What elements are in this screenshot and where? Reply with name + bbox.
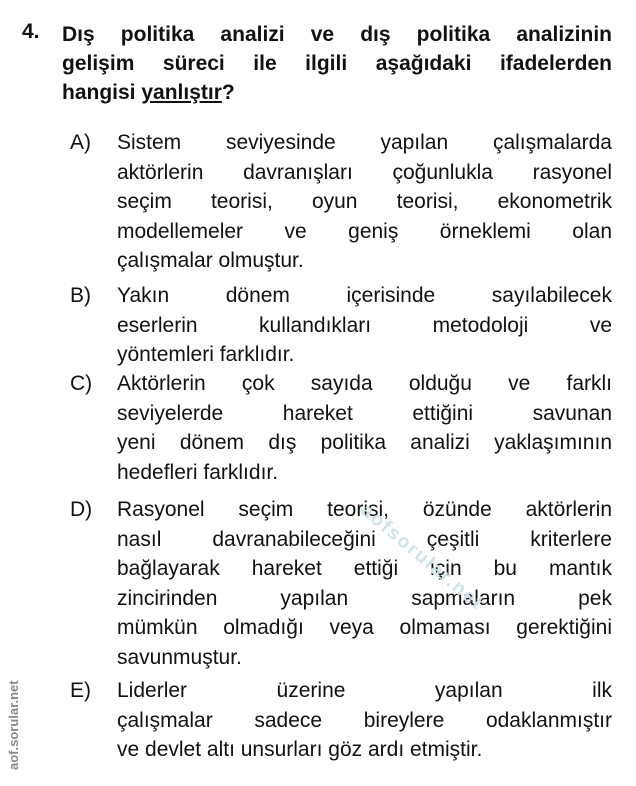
option-line: seçim teorisi, oyun teorisi, ekonometrik	[117, 190, 612, 213]
option-line: seviyelerde hareket ettiğini savunan	[117, 401, 612, 425]
question-number: 4.	[22, 20, 40, 43]
question-line: gelişim süreci ile ilgili aşağıdaki ifadelerden	[62, 52, 612, 75]
option-b[interactable]	[70, 281, 612, 370]
option-line: yöntemleri farklıdır.	[117, 343, 295, 366]
option-line: mümkün olmadığı veya olmaması gerektiğini	[117, 616, 612, 639]
option-line: nasıl davranabileceğini çeşitli kriterlere	[117, 527, 612, 551]
question-line: Dış politika analizi ve dış politika analizinin	[62, 23, 612, 46]
option-text	[117, 281, 612, 370]
question-emphasis: yanlıştır	[141, 81, 222, 104]
option-label: B)	[70, 284, 91, 307]
option-text	[117, 369, 612, 487]
option-line: zincirinden yapılan sapmaların pek	[117, 586, 612, 610]
option-label: C)	[70, 372, 93, 395]
side-watermark: aof.sorular.net	[6, 680, 21, 770]
question-prefix: hangisi	[62, 81, 142, 104]
option-d[interactable]	[70, 495, 612, 672]
option-c[interactable]	[70, 369, 612, 487]
question-line	[62, 78, 612, 107]
question-text	[62, 20, 612, 107]
watermark: aofsorular.net	[356, 500, 488, 615]
option-e[interactable]	[70, 676, 612, 765]
option-line: Aktörlerin çok sayıda olduğu ve farklı	[117, 372, 612, 395]
question-suffix: ?	[221, 81, 235, 104]
option-text	[117, 128, 612, 276]
option-line: ve devlet altı unsurları göz ardı etmiştir.	[117, 738, 483, 761]
option-line: Rasyonel seçim teorisi, özünde aktörlerin	[117, 498, 612, 521]
option-line: Yakın dönem içerisinde sayılabilecek	[117, 284, 612, 307]
option-line: aktörlerin davranışları çoğunlukla rasyonel	[117, 160, 612, 184]
option-line: Liderler üzerine yapılan ilk	[117, 679, 612, 702]
option-line: savunmuştur.	[117, 645, 242, 669]
option-line: çalışmalar olmuştur.	[117, 249, 304, 272]
option-line: çalışmalar sadece bireylere odaklanmıştır	[117, 708, 612, 732]
option-line: eserlerin kullandıkları metodoloji ve	[117, 313, 612, 337]
option-text	[117, 676, 612, 765]
option-label: E)	[70, 679, 91, 702]
option-line: hedefleri farklıdır.	[117, 460, 279, 484]
option-line: bağlayarak hareket ettiği için bu mantık	[117, 557, 612, 580]
option-label: D)	[70, 498, 93, 521]
option-label: A)	[70, 131, 91, 154]
option-line: modellemeler ve geniş örneklemi olan	[117, 219, 612, 243]
option-a[interactable]	[70, 128, 612, 276]
option-line: yeni dönem dış politika analizi yaklaşımının	[117, 431, 612, 454]
option-line: Sistem seviyesinde yapılan çalışmalarda	[117, 131, 612, 154]
